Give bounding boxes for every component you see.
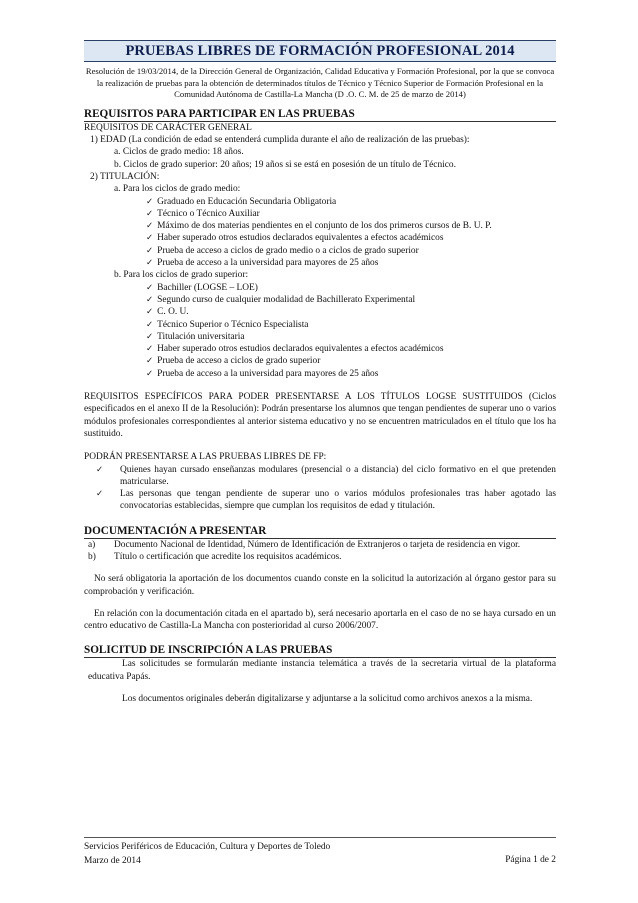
list-item: ✓ Las personas que tengan pendiente de superar uno o varios módulos profesionales tras haber agotado las convocatorias establecidas, siempre que cumplan los requisitos de edad y titulación. [84, 488, 556, 513]
list-item: ✓ Haber superado otros estudios declarados equivalentes a efectos académicos [84, 232, 556, 244]
list-item-text: Documento Nacional de Identidad, Número de Identificación de Extranjeros o tarjeta de residencia en vigor. [114, 539, 521, 550]
application-paragraph-2: Los documentos originales deberán digitalizarse y adjuntarse a la solicitud como archivos anexos a la misma. [122, 694, 533, 705]
document-title: PRUEBAS LIBRES DE FORMACIÓN PROFESIONAL 2014 [84, 40, 556, 62]
specific-requirements-paragraph: REQUISITOS ESPECÍFICOS PARA PODER PRESENTARSE A LOS TÍTULOS LOGSE SUSTITUIDOS (Ciclos especificados en el anexo II de la Resolución): Podrán presentarse los alumnos que tengan pendientes de superar uno o varios módulos profesionales correspondientes al anterior sistema educativo y no se encuentren matriculados en el título que los ha sustituido. [84, 392, 556, 439]
list-item: ✓ Quienes hayan cursado enseñanzas modulares (presencial o a distancia) del ciclo formativo en el que pretenden matricularse. [84, 464, 556, 489]
list-item: ✓ Segundo curso de cualquier modalidad de Bachillerato Experimental [84, 294, 556, 306]
application-paragraph-1: Las solicitudes se formularán mediante instancia telemática a través de la secretaria virtual de la plataforma educativa Papás. [88, 659, 556, 682]
medium-grade-list [84, 196, 556, 270]
age-medium-grade: a. Ciclos de grado medio: 18 años. [114, 147, 244, 158]
list-item: ✓ Haber superado otros estudios declarados equivalentes a efectos académicos [84, 343, 556, 355]
footer-organization: Servicios Periféricos de Educación, Cultura y Deportes de Toledo [84, 842, 331, 852]
list-item: ✓ Prueba de acceso a ciclos de grado medio o a ciclos de grado superior [84, 245, 556, 257]
age-requirement: 1) EDAD (La condición de edad se entenderá cumplida durante el año de realización de las pruebas): [90, 135, 470, 146]
document-page [84, 40, 556, 705]
list-marker: b) [88, 551, 96, 562]
general-requirements-title: REQUISITOS DE CARÁCTER GENERAL [84, 122, 252, 133]
documentation-paragraph-2: En relación con la documentación citada en el apartado b), será necesario aportarla en el caso de no se haya cursado en un centro educativo de Castilla-La Mancha con posterioridad al curso 2006/2007. [84, 608, 556, 632]
footer-date: Marzo de 2014 [84, 856, 141, 866]
section-heading-documentacion: DOCUMENTACIÓN A PRESENTAR [84, 525, 556, 539]
documentation-paragraph-1: No será obligatoria la aportación de los documentos cuando conste en la solicitud la autorización al órgano gestor para su comprobación y verificación. [84, 574, 556, 597]
section-heading-solicitud: SOLICITUD DE INSCRIPCIÓN A LAS PRUEBAS [84, 644, 556, 658]
list-marker: a) [88, 539, 96, 550]
list-item: ✓ Prueba de acceso a la universidad para mayores de 25 años [84, 368, 556, 380]
list-item: ✓ Prueba de acceso a ciclos de grado superior [84, 355, 556, 367]
footer-page-number: Página 1 de 2 [505, 855, 556, 865]
higher-grade-list [84, 282, 556, 380]
list-item: ✓ Graduado en Educación Secundaria Obligatoria [84, 196, 556, 208]
medium-grade-title: a. Para los ciclos de grado medio: [114, 184, 241, 195]
list-item: ✓ Máximo de dos materias pendientes en el conjunto de los dos primeros cursos de B. U. P. [84, 220, 556, 232]
list-item: ✓ Técnico o Técnico Auxiliar [84, 208, 556, 220]
list-item: ✓ Bachiller (LOGSE – LOE) [84, 282, 556, 294]
list-item [84, 551, 556, 563]
qualification-title: 2) TITULACIÓN: [90, 171, 160, 182]
resolution-text: Resolución de 19/03/2014, de la Dirección General de Organización, Calidad Educativa y Formación Profesional, por la que se convoca la realización de pruebas para la obtención de determinados títulos de Técnico y Técnico Superior de Formación Profesional en la Comunidad Autónoma de Castilla-La Mancha (D .O. C. M. de 25 de marzo de 2014) [85, 66, 555, 100]
section-heading-requisitos: REQUISITOS PARA PARTICIPAR EN LAS PRUEBAS [84, 108, 556, 122]
higher-grade-title: b. Para los ciclos de grado superior: [114, 270, 249, 281]
list-item [84, 539, 556, 551]
free-fp-title: PODRÁN PRESENTARSE A LAS PRUEBAS LIBRES DE FP: [84, 452, 327, 463]
list-item: ✓ Prueba de acceso a la universidad para mayores de 25 años [84, 257, 556, 269]
list-item: ✓ Técnico Superior o Técnico Especialista [84, 319, 556, 331]
footer-divider [84, 837, 556, 838]
list-item-text: Título o certificación que acredite los requisitos académicos. [114, 551, 342, 562]
age-higher-grade: b. Ciclos de grado superior: 20 años; 19 años si se está en posesión de un título de Técnico. [114, 159, 456, 170]
list-item: ✓ Titulación universitaria [84, 331, 556, 343]
list-item: ✓ C. O. U. [84, 306, 556, 318]
